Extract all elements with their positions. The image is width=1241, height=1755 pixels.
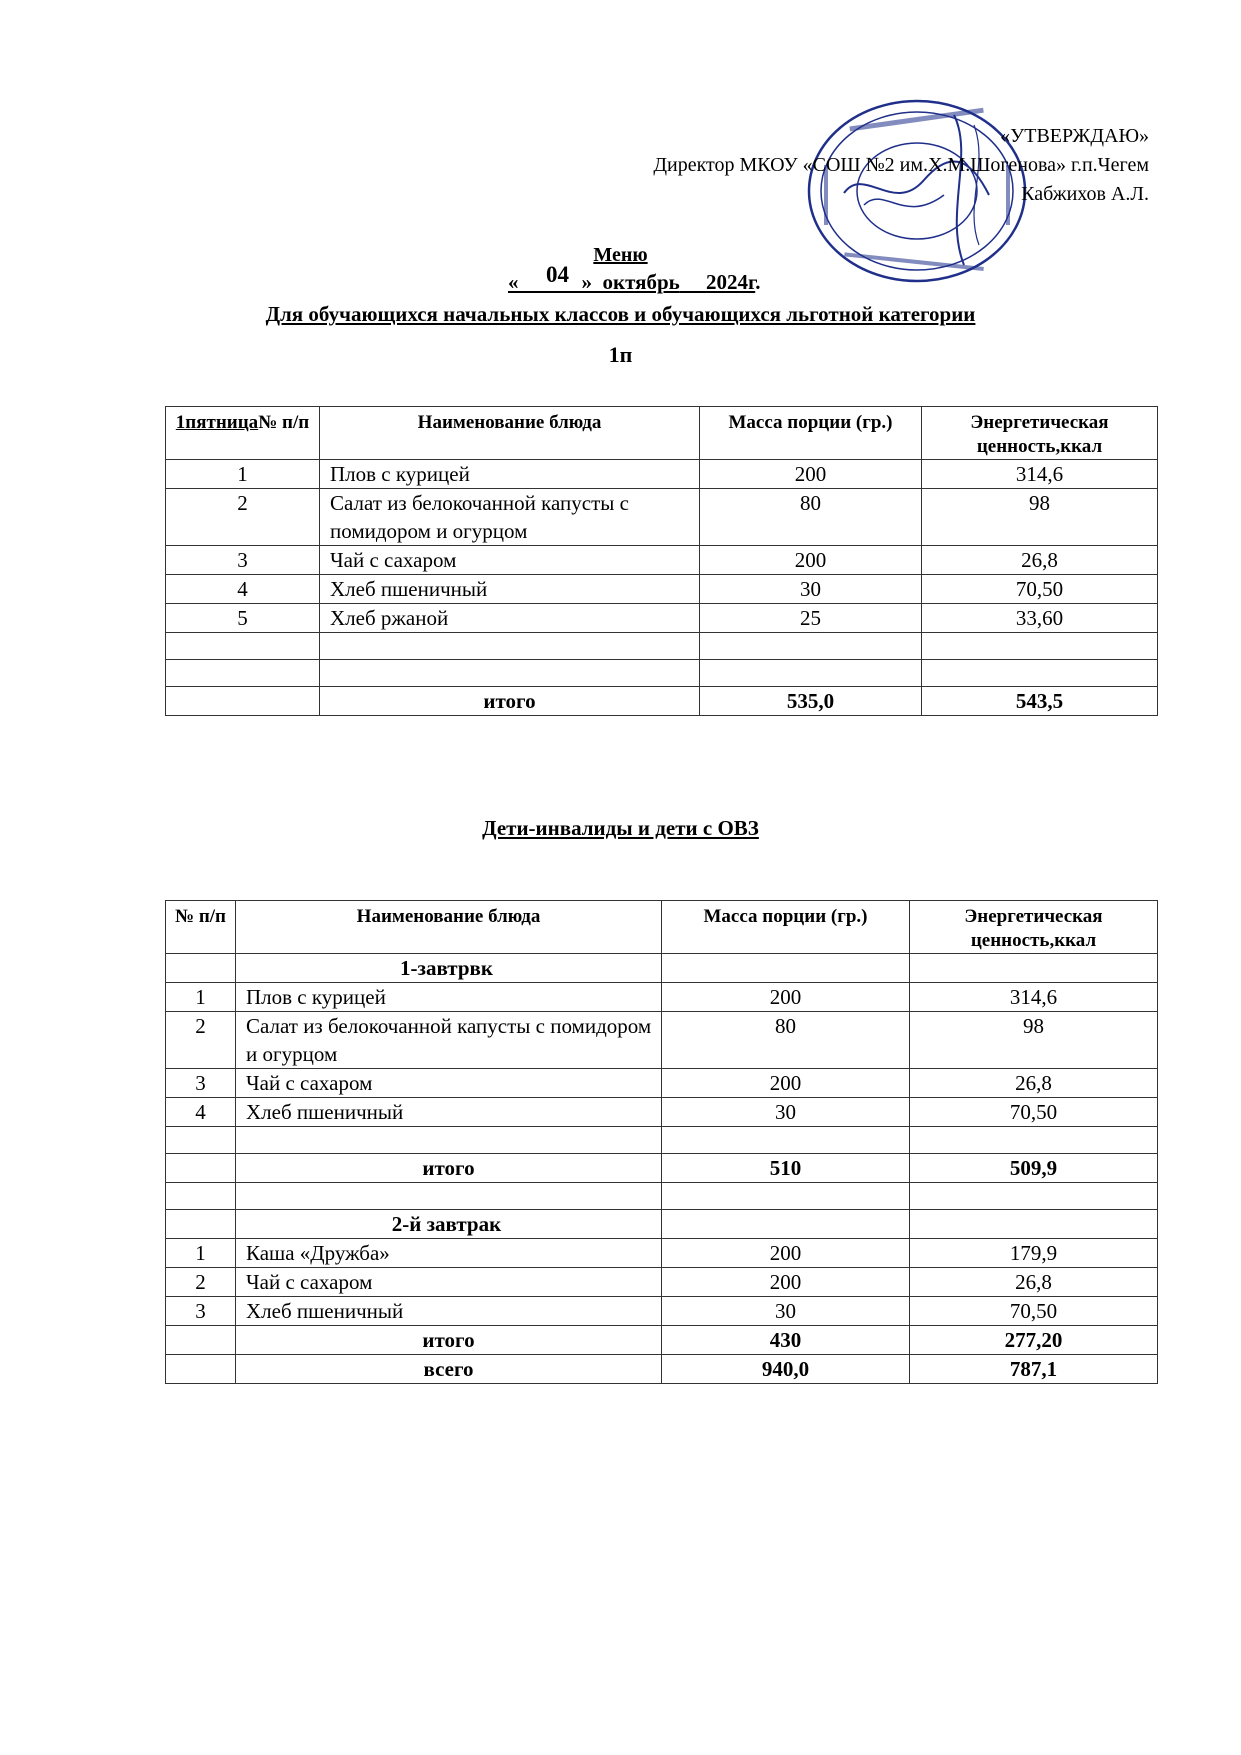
cell-name: Хлеб ржаной [320, 604, 700, 633]
table-row [166, 575, 1158, 604]
empty-row [166, 1127, 1158, 1154]
table-row [166, 1098, 1158, 1127]
header-num [166, 407, 320, 460]
cell-num: 4 [166, 575, 320, 604]
total-mass: 535,0 [700, 687, 922, 716]
menu-day: 04 [546, 262, 569, 287]
table-row [166, 1297, 1158, 1326]
cell-name: Плов с курицей [236, 983, 662, 1012]
meal-section-row [166, 954, 1158, 983]
table-header-row [166, 901, 1158, 954]
header-energy: Энергетическая ценность,ккал [910, 901, 1158, 954]
cell-energy: 33,60 [922, 604, 1158, 633]
cell-energy: 26,8 [910, 1069, 1158, 1098]
table-row [166, 1239, 1158, 1268]
cell-mass: 200 [700, 460, 922, 489]
grand-total-label: всего [236, 1355, 662, 1384]
cell-mass: 200 [700, 546, 922, 575]
header-energy: Энергетическая ценность,ккал [922, 407, 1158, 460]
table-row [166, 489, 1158, 546]
cell-mass: 80 [662, 1012, 910, 1069]
section-title-ovz: Дети-инвалиды и дети с ОВЗ [482, 816, 759, 840]
cell-name: Хлеб пшеничный [236, 1297, 662, 1326]
meal-title: 2-й завтрак [236, 1210, 662, 1239]
menu-year: 2024г [706, 270, 756, 294]
cell-num: 1 [166, 1239, 236, 1268]
cell-num: 2 [166, 1268, 236, 1297]
table-header-row [166, 407, 1158, 460]
header-mass: Масса порции (гр.) [700, 407, 922, 460]
cell-energy: 26,8 [922, 546, 1158, 575]
table-row [166, 1069, 1158, 1098]
open-quote: « [508, 270, 519, 294]
cell-num: 2 [166, 489, 320, 546]
cell-energy: 179,9 [910, 1239, 1158, 1268]
header-name: Наименование блюда [320, 407, 700, 460]
cell-num: 1 [166, 983, 236, 1012]
cell-energy: 26,8 [910, 1268, 1158, 1297]
menu-subtitle: Для обучающихся начальных классов и обучающихся льготной категории [265, 302, 976, 326]
total-energy: 277,20 [910, 1326, 1158, 1355]
cell-energy: 70,50 [922, 575, 1158, 604]
cell-mass: 25 [700, 604, 922, 633]
total-row [166, 687, 1158, 716]
table-row [166, 1012, 1158, 1069]
empty-row [166, 1183, 1158, 1210]
cell-energy: 70,50 [910, 1098, 1158, 1127]
header-mass: Масса порции (гр.) [662, 901, 910, 954]
cell-energy: 70,50 [910, 1297, 1158, 1326]
header-num-label: № п/п [258, 412, 310, 433]
menu-table-ovz [165, 900, 1158, 1384]
total-label: итого [236, 1154, 662, 1183]
cell-name: Плов с курицей [320, 460, 700, 489]
table-row [166, 983, 1158, 1012]
approval-block [653, 122, 1149, 209]
grand-total-mass: 940,0 [662, 1355, 910, 1384]
cell-num: 3 [166, 546, 320, 575]
grand-total-row [166, 1355, 1158, 1384]
cell-energy: 314,6 [910, 983, 1158, 1012]
cell-mass: 30 [700, 575, 922, 604]
approval-position: Директор МКОУ «СОШ №2 им.Х.М.Шогенова» г.п.Чегем [653, 154, 1149, 176]
cell-num: 3 [166, 1297, 236, 1326]
cell-name: Чай с сахаром [236, 1268, 662, 1297]
table-row [166, 460, 1158, 489]
cell-name: Хлеб пшеничный [236, 1098, 662, 1127]
meal-section-row [166, 1210, 1158, 1239]
header-day-label: 1пятница [175, 412, 259, 433]
cell-num: 2 [166, 1012, 236, 1069]
cell-mass: 200 [662, 1069, 910, 1098]
cell-mass: 80 [700, 489, 922, 546]
total-energy: 509,9 [910, 1154, 1158, 1183]
header-name: Наименование блюда [236, 901, 662, 954]
header-num: № п/п [166, 901, 236, 954]
total-mass: 430 [662, 1326, 910, 1355]
cell-mass: 30 [662, 1098, 910, 1127]
menu-table-primary [165, 406, 1158, 716]
date-dot: . [755, 270, 761, 294]
cell-energy: 98 [910, 1012, 1158, 1069]
cell-num: 4 [166, 1098, 236, 1127]
empty-row [166, 660, 1158, 687]
cell-energy: 314,6 [922, 460, 1158, 489]
cell-name: Чай с сахаром [320, 546, 700, 575]
total-row [166, 1326, 1158, 1355]
table-row [166, 1268, 1158, 1297]
cell-mass: 30 [662, 1297, 910, 1326]
cell-name: Салат из белокочанной капусты с помидором и огурцом [236, 1012, 662, 1069]
approval-signer: Кабжихов А.Л. [1021, 183, 1149, 205]
grand-total-energy: 787,1 [910, 1355, 1158, 1384]
menu-month: октябрь [602, 270, 680, 294]
cell-mass: 200 [662, 983, 910, 1012]
table-row [166, 546, 1158, 575]
cell-name: Каша «Дружба» [236, 1239, 662, 1268]
cell-mass: 200 [662, 1239, 910, 1268]
menu-heading: Меню [593, 244, 648, 266]
close-quote: » [581, 270, 592, 294]
total-label: итого [236, 1326, 662, 1355]
total-mass: 510 [662, 1154, 910, 1183]
cell-num: 1 [166, 460, 320, 489]
cell-name: Чай с сахаром [236, 1069, 662, 1098]
menu-code: 1п [608, 342, 633, 367]
table-row [166, 604, 1158, 633]
cell-mass: 200 [662, 1268, 910, 1297]
cell-num: 5 [166, 604, 320, 633]
total-energy: 543,5 [922, 687, 1158, 716]
menu-date-line [508, 270, 760, 295]
cell-num: 3 [166, 1069, 236, 1098]
meal-title: 1-завтрвк [236, 954, 662, 983]
approval-title: «УТВЕРЖДАЮ» [1000, 125, 1149, 147]
total-label: итого [320, 687, 700, 716]
cell-name: Салат из белокочанной капусты с помидором и огурцом [320, 489, 700, 546]
cell-energy: 98 [922, 489, 1158, 546]
cell-name: Хлеб пшеничный [320, 575, 700, 604]
empty-row [166, 633, 1158, 660]
total-row [166, 1154, 1158, 1183]
